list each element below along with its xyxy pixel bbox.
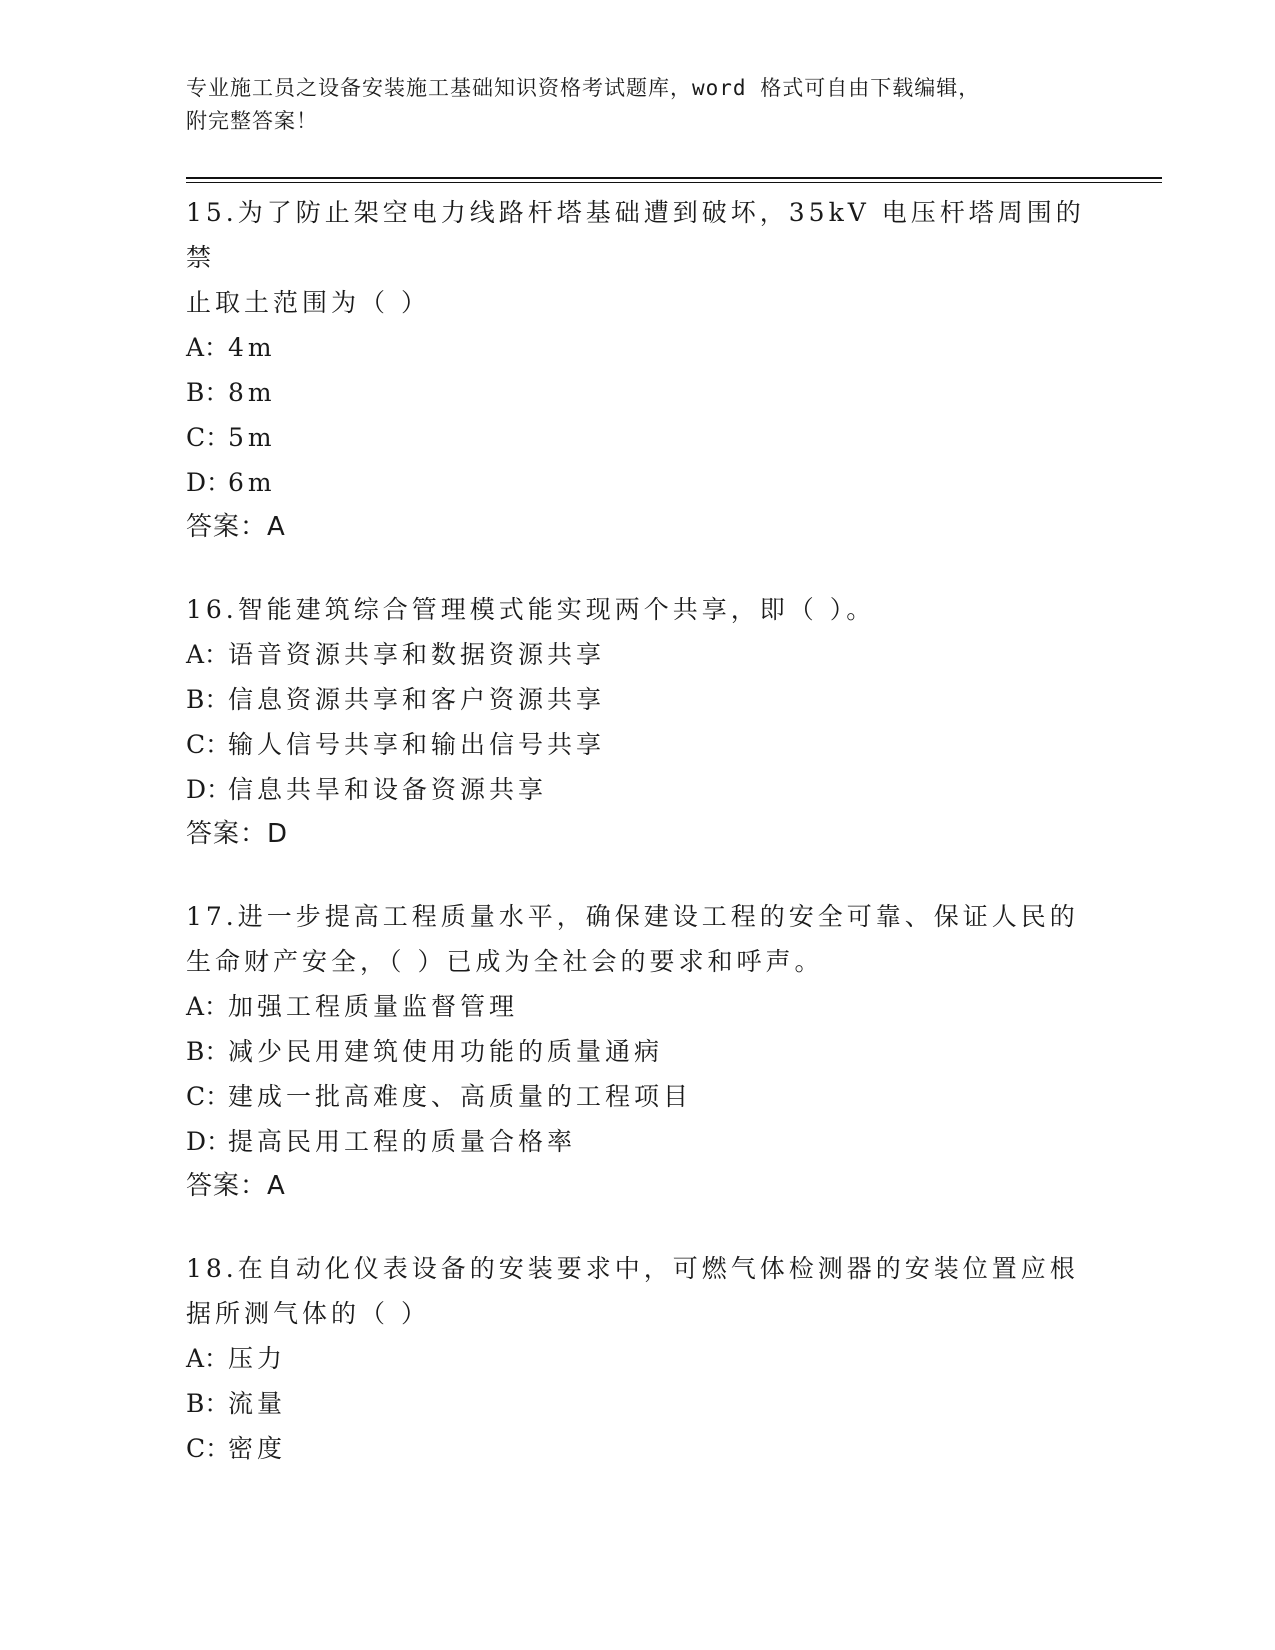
question-18 — [186, 1246, 1086, 1471]
option-b — [186, 1029, 1086, 1074]
option-text: 5m — [228, 423, 276, 452]
question-stem-line-2: 止取土范围为（ ） — [186, 288, 430, 317]
option-text: 信息共旱和设备资源共享 — [228, 775, 548, 804]
question-stem-line-2: 生命财产安全，（ ）已成为全社会的要求和呼声。 — [186, 947, 824, 976]
option-a — [186, 984, 1086, 1029]
option-text: 提高民用工程的质量合格率 — [228, 1127, 577, 1156]
question-stem-line-1: 18.在自动化仪表设备的安装要求中，可燃气体检测器的安装位置应根 — [186, 1254, 1079, 1283]
option-key: D： — [186, 468, 232, 497]
option-text: 密度 — [228, 1434, 287, 1463]
question-stem-line-1: 16.智能建筑综合管理模式能实现两个共享，即（ ）。 — [186, 595, 876, 624]
option-key: B： — [186, 378, 230, 407]
option-key: A： — [186, 1344, 230, 1373]
option-text: 减少民用建筑使用功能的质量通病 — [228, 1037, 664, 1066]
option-d — [186, 1119, 1086, 1164]
option-c — [186, 722, 1086, 767]
question-list — [186, 190, 1086, 1508]
option-text: 流量 — [228, 1389, 287, 1418]
question-17 — [186, 894, 1086, 1209]
option-text: 输人信号共享和输出信号共享 — [228, 730, 606, 759]
option-text: 6m — [228, 468, 276, 497]
option-text: 语音资源共享和数据资源共享 — [228, 640, 606, 669]
header-divider-thick — [186, 177, 1162, 179]
option-c — [186, 1426, 1086, 1471]
option-a — [186, 632, 1086, 677]
option-key: D： — [186, 1127, 232, 1156]
option-key: B： — [186, 1389, 230, 1418]
option-text: 8m — [228, 378, 276, 407]
option-b — [186, 1381, 1086, 1426]
question-16 — [186, 587, 1086, 857]
option-key: C： — [186, 423, 231, 452]
option-b — [186, 370, 1086, 415]
header-line-2: 附完整答案！ — [186, 109, 318, 133]
header-divider-thin — [186, 182, 1162, 183]
option-text: 建成一批高难度、高质量的工程项目 — [228, 1082, 693, 1111]
question-15 — [186, 190, 1086, 550]
option-text: 压力 — [228, 1344, 287, 1373]
option-c — [186, 1074, 1086, 1119]
option-d — [186, 767, 1086, 812]
option-b — [186, 677, 1086, 722]
option-a — [186, 325, 1086, 370]
header-line-1: 专业施工员之设备安装施工基础知识资格考试题库，word 格式可自由下载编辑， — [186, 76, 981, 100]
option-d — [186, 460, 1086, 505]
question-stem-line-2: 据所测气体的（ ） — [186, 1299, 430, 1328]
option-key: B： — [186, 685, 230, 714]
option-c — [186, 415, 1086, 460]
option-text: 信息资源共享和客户资源共享 — [228, 685, 606, 714]
option-key: A： — [186, 333, 230, 362]
option-key: C： — [186, 1082, 231, 1111]
option-key: C： — [186, 1434, 231, 1463]
answer-label: 答案：A — [186, 512, 286, 542]
option-key: A： — [186, 640, 230, 669]
option-key: A： — [186, 992, 230, 1021]
answer-label: 答案：A — [186, 1171, 286, 1201]
option-key: D： — [186, 775, 232, 804]
question-stem-line-1: 17.进一步提高工程质量水平，确保建设工程的安全可靠、保证人民的 — [186, 902, 1079, 931]
option-key: C： — [186, 730, 231, 759]
option-text: 加强工程质量监督管理 — [228, 992, 519, 1021]
question-stem-line-1: 15.为了防止架空电力线路杆塔基础遭到破坏，35kV 电压杆塔周围的禁 — [186, 198, 1085, 272]
option-a — [186, 1336, 1086, 1381]
answer-label: 答案：D — [186, 819, 289, 849]
document-header — [186, 72, 1086, 138]
option-key: B： — [186, 1037, 230, 1066]
option-text: 4m — [228, 333, 276, 362]
